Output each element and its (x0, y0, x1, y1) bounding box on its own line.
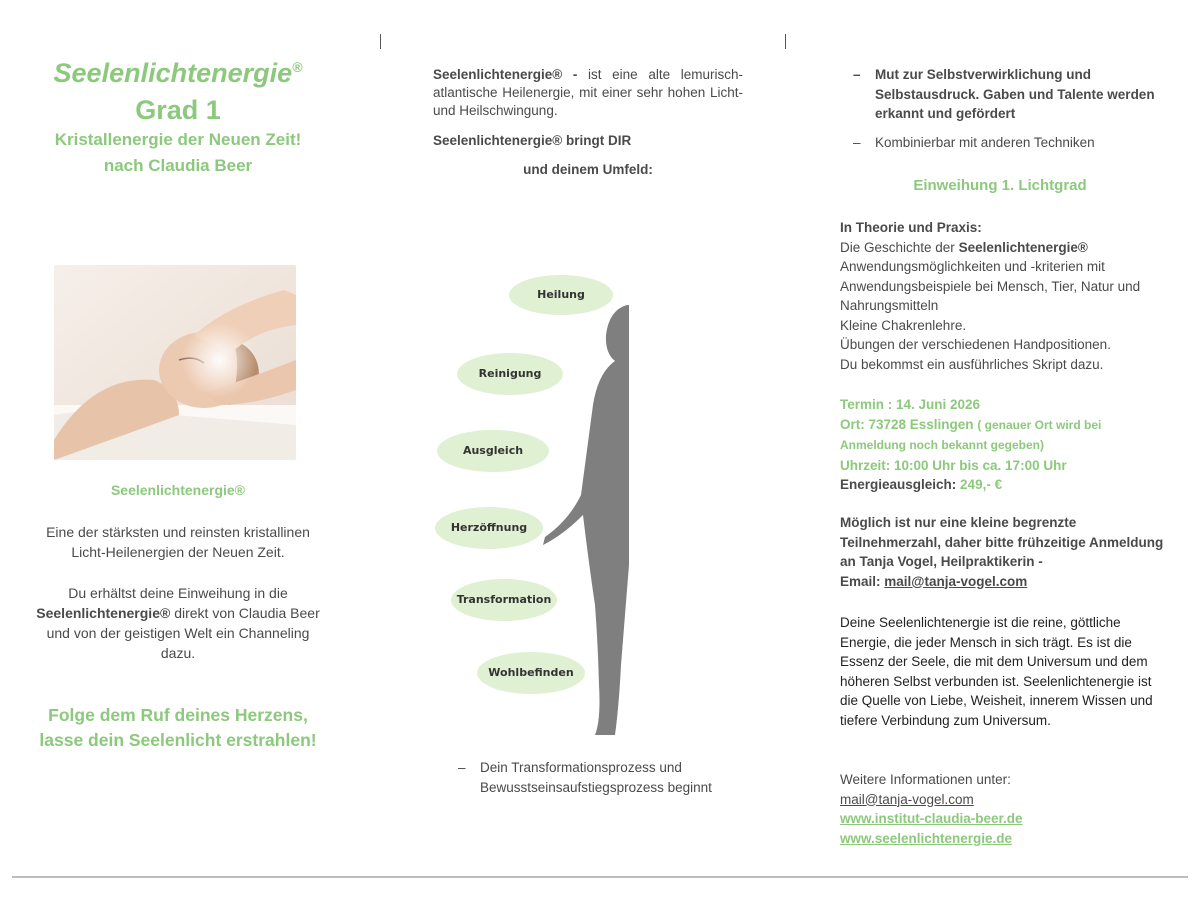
bubble-herzoeffnung: Herzöffnung (435, 507, 543, 549)
contact-email-link[interactable]: mail@tanja-vogel.com (840, 791, 974, 807)
bubble-ausgleich: Ausgleich (437, 430, 549, 472)
slogan: Folge dem Ruf deines Herzens, lasse dein Seelenlicht erstrahlen! (39, 705, 317, 750)
subtitle: Kristallenergie der Neuen Zeit! (54, 130, 302, 149)
benefits-intro: Seelenlichtenergie® bringt DIR (433, 133, 632, 148)
fold-mark-right (785, 34, 786, 49)
event-location: Ort: 73728 Esslingen (840, 416, 978, 432)
bubble-reinigung: Reinigung (457, 353, 563, 395)
benefits-figure (433, 265, 633, 750)
author-line: nach Claudia Beer (103, 156, 253, 175)
more-info: Weitere Informationen unter: mail@tanja-vogel.com www.institut-claudia-beer.de www.seelenlichtenergie.de (840, 772, 1023, 846)
bubble-wohlbefinden: Wohlbefinden (477, 652, 585, 694)
fold-mark-left (380, 34, 381, 49)
intro-paragraph: Eine der stärksten und reinsten kristallinen Licht-Heilenergien der Neuen Zeit. (46, 524, 310, 560)
event-time: Uhrzeit: 10:00 Uhr bis ca. 17:00 Uhr (840, 457, 1067, 473)
list-item-self-realization: – Mut zur Selbstverwirklichung und Selbstausdruck. Gaben und Talente werden erkannt und gefördert (853, 67, 1155, 121)
bubble-transformation: Transformation (451, 579, 557, 621)
energy-description: Seelenlichtenergie® - ist eine alte lemurisch-atlantische Heilenergie, mit einer sehr hohen Licht- und Heilschwingung. (433, 67, 743, 118)
initiation-title: Einweihung 1. Lichtgrad (913, 177, 1087, 194)
list-item-combinable: – Kombinierbar mit anderen Techniken (853, 135, 1095, 150)
event-price: 249,- € (960, 477, 1003, 492)
event-details: Termin : 14. Juni 2026 Ort: 73728 Esslingen ( genauer Ort wird bei Anmeldung noch bekannt gegeben) Uhrzeit: 10:00 Uhr bis ca. 17:00 Uhr Energieausgleich: 249,- € (840, 397, 1102, 492)
benefits-intro-2: und deinem Umfeld: (523, 162, 653, 177)
soul-energy-paragraph: Deine Seelenlichtenergie ist die reine, göttliche Energie, die jeder Mensch in sich trägt. Es ist die Essenz der Seele, die mit dem Universum und dem höheren Selbst verbunden ist. Seelenlichtenergie ist die Quelle von Liebe, Weisheit, innerem Wissen und tiefere Verbindung zum Universum. (840, 615, 1153, 728)
website-link[interactable]: www.seelenlichtenergie.de (840, 830, 1013, 846)
bubble-heilung: Heilung (509, 275, 613, 315)
institute-link[interactable]: www.institut-claudia-beer.de (840, 811, 1023, 826)
event-date: Termin : 14. Juni 2026 (840, 397, 981, 412)
massage-photo (54, 265, 296, 460)
section-heading: Seelenlichtenergie® (110, 482, 246, 498)
registration-note: Möglich ist nur eine kleine begrenzte Teilnehmerzahl, daher bitte frühzeitige Anmeldung an Tanja Vogel, Heilpraktikerin - Email: mail@tanja-vogel.com (840, 515, 1164, 589)
bottom-divider (12, 876, 1188, 878)
grade-title: Grad 1 (135, 95, 221, 125)
theory-block: In Theorie und Praxis: Die Geschichte der Seelenlichtenergie® Anwendungsmöglichkeiten und -kriterien mit Anwendungsbeispiele bei Mensch, Tier, Natur und Nahrungsmitteln Kleine Chakrenlehre. Übungen der verschiedenen Handpositionen. Du bekommst ein ausführliches Skript dazu. (840, 220, 1141, 372)
initiation-paragraph: Du erhältst deine Einweihung in die Seelenlichtenergie® direkt von Claudia Beer und von der geistigen Welt ein Channeling dazu. (36, 585, 320, 661)
email-link[interactable]: mail@tanja-vogel.com (884, 573, 1028, 589)
brand-title: Seelenlichtenergie® (53, 58, 303, 88)
